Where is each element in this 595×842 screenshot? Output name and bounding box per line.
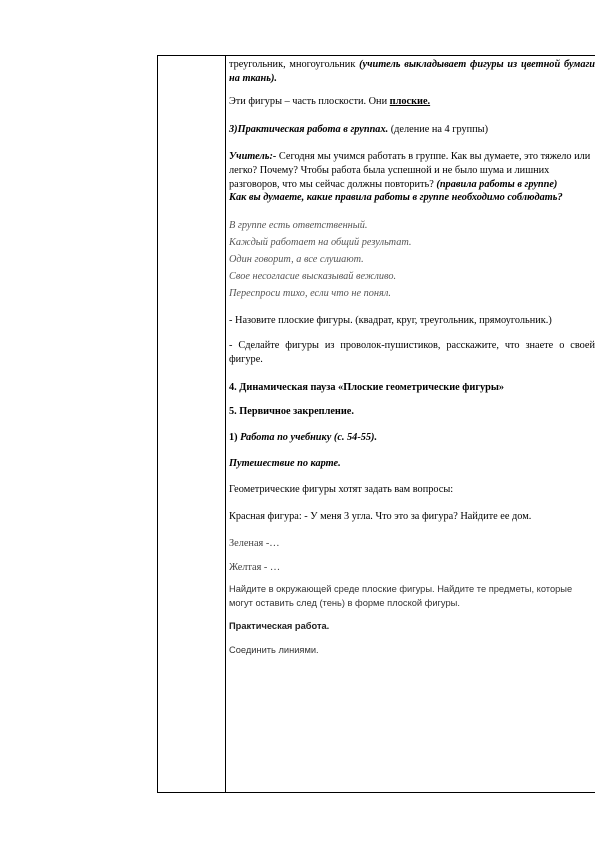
list-item: Каждый работает на общий результат. (229, 236, 412, 248)
paragraph-red-figure: Красная фигура: - У меня 3 угла. Что это за фигура? Найдите ее дом. (229, 510, 532, 522)
section-primary-consolidation: 5. Первичное закрепление. (229, 406, 354, 418)
table-bottom-border (157, 792, 595, 793)
paragraph-name-shapes: - Назовите плоские фигуры. (квадрат, круг, треугольник, прямоугольник.) (229, 314, 552, 326)
table-left-border (157, 55, 158, 793)
list-item: Переспроси тихо, если что не понял. (229, 287, 391, 299)
section-practical-groups: 3)Практическая работа в группах. (деление на 4 группы) (229, 123, 488, 135)
paragraph-green: Зеленая -… (229, 538, 280, 550)
paragraph-teacher-speech: Учитель:- Сегодня мы учимся работать в группе. Как вы думаете, это тяжело или легко? Почему? Чтобы работа была успешной и не было шума и лишних разговоров, что мы сейчас должны повторить? (правила работы в группе) (229, 151, 591, 190)
paragraph-plane: Эти фигуры – часть плоскости. Они плоские. (229, 96, 431, 108)
paragraph-find-shapes: Найдите в окружающей среде плоские фигуры. Найдите те предметы, которые могут оставить след (тень) в форме плоской фигуры. (229, 584, 573, 608)
list-item: В группе есть ответственный. (229, 219, 368, 231)
paragraph-shapes-intro: треугольник, многоугольник (учитель выкладывает фигуры из цветной бумаги на ткань). (229, 59, 595, 84)
table-column-divider (225, 55, 226, 793)
task-map-journey: Путешествие по карте. (229, 458, 341, 470)
paragraph-yellow: Желтая - … (229, 561, 281, 573)
heading-practical-work: Практическая работа. (229, 621, 330, 632)
table-top-border (157, 55, 595, 56)
paragraph-connect-lines: Соединить линиями. (229, 645, 319, 656)
section-dynamic-pause: 4. Динамическая пауза «Плоские геометрические фигуры» (229, 381, 505, 393)
paragraph-questions: Геометрические фигуры хотят задать вам вопросы: (229, 483, 454, 495)
lesson-cell (229, 58, 595, 658)
list-item: Один говорит, а все слушают. (229, 253, 364, 265)
list-item: Свое несогласие высказывай вежливо. (229, 270, 397, 282)
task-textbook: 1) Работа по учебнику (с. 54-55). (229, 431, 378, 443)
question-group-rules: Как вы думаете, какие правила работы в группе необходимо соблюдать? (229, 192, 563, 204)
paragraph-make-shapes: - Сделайте фигуры из проволок-пушистиков, расскажите, что знаете о своей фигуре. (229, 340, 595, 365)
rules-list (229, 217, 595, 302)
